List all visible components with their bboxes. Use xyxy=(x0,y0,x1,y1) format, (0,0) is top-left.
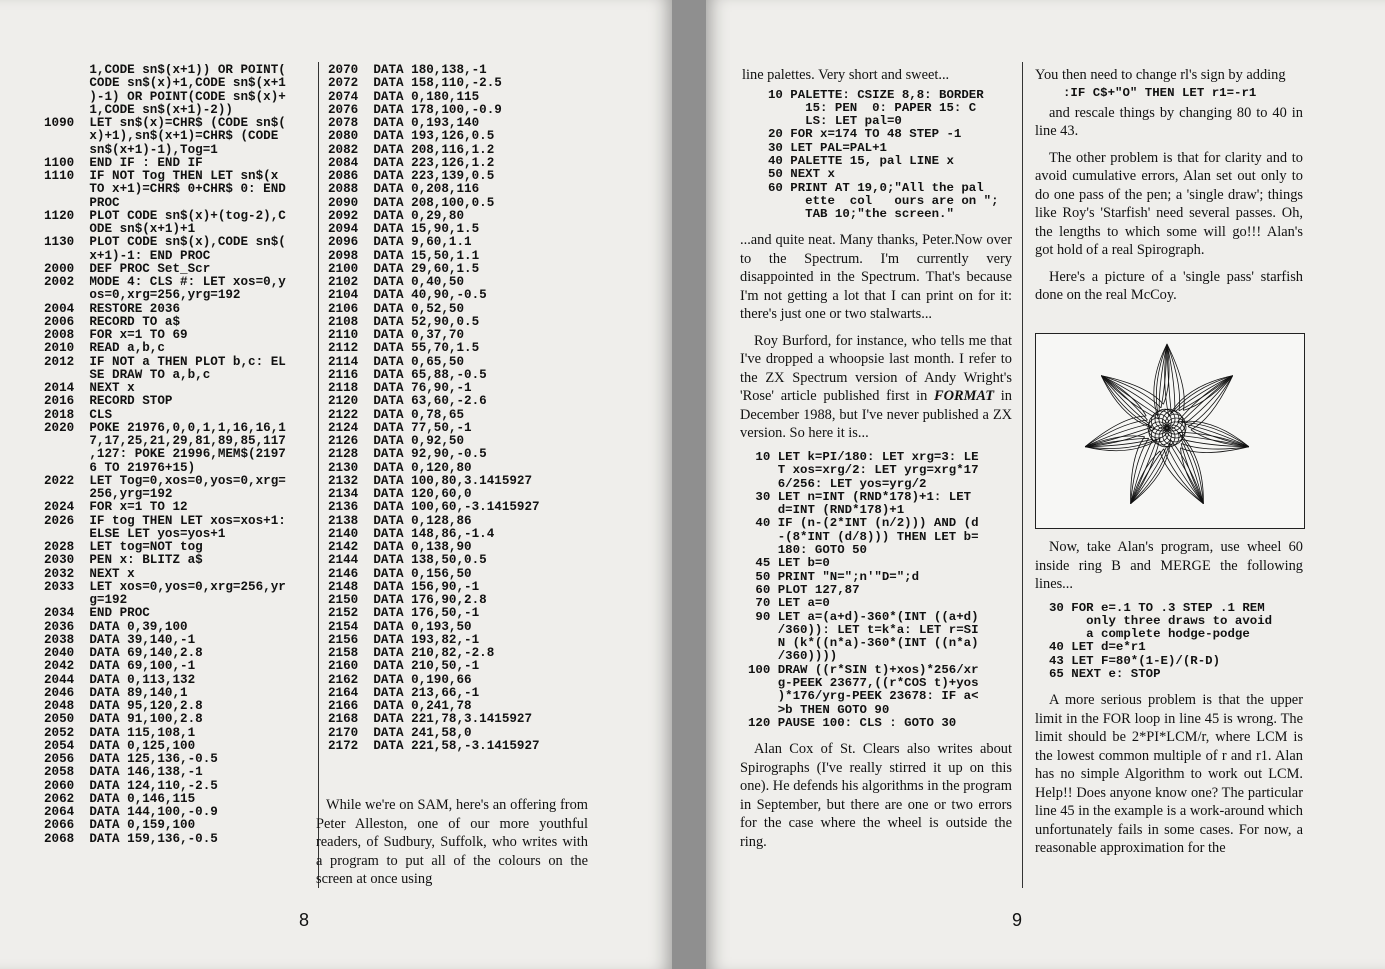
spirograph-starfish-drawing xyxy=(1036,334,1304,528)
page-number-right: 9 xyxy=(1012,910,1023,930)
right-col1 xyxy=(740,66,1012,896)
sign-change-paragraph: You then need to change rl's sign by adding xyxy=(1035,67,1286,83)
palette-intro: line palettes. Very short and sweet... xyxy=(742,67,950,83)
page-number-left: 8 xyxy=(299,910,310,930)
left-column-rule xyxy=(318,62,319,888)
right-column-rule xyxy=(1022,62,1023,888)
right-col2-top xyxy=(1035,66,1303,332)
format-magazine-name: FORMAT xyxy=(934,388,995,405)
sam-palette-listing: 10 PALETTE: CSIZE 8,8: BORDER 15: PEN 0: PAPER 15: C LS: LET pal=0 20 FOR x=174 TO 48 STEP -1 30 LET PAL=PAL+1 40 PALETTE 15, pal LINE x 50 NEXT x 60 PRINT AT 19,0;"All the pal ette col ours are on "; TAB 10;"the screen." xyxy=(768,87,999,222)
left-col2-listing: 2070 DATA 180,138,-1 2072 DATA 158,110,-2.5 2074 DATA 0,180,115 2076 DATA 178,100,-0.9 2078 DATA 0,193,140 2080 DATA 193,126,0.5 2082 DATA 208,116,1.2 2084 DATA 223,126,1.2 2086 DATA 223,139,0.5 2088 DATA 0,208,116 2090 DATA 208,100,0.5 2092 DATA 0,29,80 2094 DATA 15,90,1.5 2096 DATA 9,60,1.1 2098 DATA 15,50,1.1 2100 DATA 29,60,1.5 2102 DATA 0,40,50 2104 DATA 40,90,-0.5 2106 DATA 0,52,50 2108 DATA 52,90,0.5 2110 DATA 0,37,70 2112 DATA 55,70,1.5 2114 DATA 0,65,50 2116 DATA 65,88,-0.5 2118 DATA 76,90,-1 2120 DATA 63,60,-2.6 2122 DATA 0,78,65 2124 DATA 77,50,-1 2126 DATA 0,92,50 2128 DATA 92,90,-0.5 2130 DATA 0,120,80 2132 DATA 100,80,3.1415927 2134 DATA 120,60,0 2136 DATA 100,60,-3.1415927 2138 DATA 0,128,86 2140 DATA 148,86,-1.4 2142 DATA 0,138,90 2144 DATA 138,50,0.5 2146 DATA 0,156,50 2148 DATA 156,90,-1 2150 DATA 176,90,2.8 2152 DATA 176,50,-1 2154 DATA 0,193,50 2156 DATA 193,82,-1 2158 DATA 210,82,-2.8 2160 DATA 210,50,-1 2162 DATA 0,190,66 2164 DATA 213,66,-1 2166 DATA 0,241,78 2168 DATA 221,78,3.1415927 2170 DATA 241,58,0 2172 DATA 221,58,-3.1415927 xyxy=(328,64,540,753)
binding-gutter xyxy=(672,0,706,969)
alan-cox-paragraph: Alan Cox of St. Clears also writes about Spirographs (I've really stirred it up on this one). He defends his algorithms in the program in September, but there are one or two errors for the case where the wheel is outside the ring. xyxy=(740,741,1012,850)
clarity-paragraph: The other problem is that for clarity and to avoid cumulative errors, Alan set out only to do one pass of the pen; a 'single draw'; things like Roy's 'Starfish' need several passes. Oh, the lengths to which some will go!!! Alan's got hold of a real Spirograph. xyxy=(1035,149,1303,259)
spectrum-intro: ...and quite neat. Many thanks, Peter.Now over to the Spectrum. I'm currently very disappointed in the Spectrum. That's because I'm not getting a lot that I can print on for it: there's just one or two stalwarts... xyxy=(740,232,1012,323)
picture-intro: Here's a picture of a 'single pass' starfish done on the real McCoy. xyxy=(1035,268,1303,304)
right-col2-bottom xyxy=(1035,538,1303,898)
roy-burford-paragraph: Roy Burford, for instance, who tells me that I've dropped a whoopsie last month. I refer to the ZX Spectrum version of Andy Wright's 'Rose' article published first in FORMAT in December 1988, but I've never published a ZX version. So here it is... xyxy=(740,332,1012,442)
left-col1-listing: 1,CODE sn$(x+1)) OR POINT( CODE sn$(x)+1,CODE sn$(x+1 )-1) OR POINT(CODE sn$(x)+ 1,CODE sn$(x+1)-2)) 1090 LET sn$(x)=CHR$ (CODE sn$( x)+1),sn$(x+1)=CHR$ (CODE sn$(x+1)-1),Tog=1 1100 END IF : END IF 1110 IF NOT Tog THEN LET sn$(x TO x+1)=CHR$ 0+CHR$ 0: END PROC 1120 PLOT CODE sn$(x)+(tog-2),C ODE sn$(x+1)+1 1130 PLOT CODE sn$(x),CODE sn$( x+1)-1: END PROC 2000 DEF PROC Set_Scr 2002 MODE 4: CLS #: LET xos=0,y os=0,xrg=256,yrg=192 2004 RESTORE 2036 2006 RECORD TO a$ 2008 FOR x=1 TO 69 2010 READ a,b,c 2012 IF NOT a THEN PLOT b,c: EL SE DRAW TO a,b,c 2014 NEXT x 2016 RECORD STOP 2018 CLS 2020 POKE 21976,0,0,1,1,16,16,1 7,17,25,21,29,81,89,85,117 ,127: POKE 21996,MEM$(2197 6 TO 21976+15) 2022 LET Tog=0,xos=0,yos=0,xrg= 256,yrg=192 2024 FOR x=1 TO 12 2026 IF tog THEN LET xos=xos+1: ELSE LET yos=yos+1 2028 LET tog=NOT tog 2030 PEN x: BLITZ a$ 2032 NEXT x 2033 LET xos=0,yos=0,xrg=256,yr g=192 2034 END PROC 2036 DATA 0,39,100 2038 DATA 39,140,-1 2040 DATA 69,140,2.8 2042 DATA 69,100,-1 2044 DATA 0,113,132 2046 DATA 89,140,1 2048 DATA 95,120,2.8 2050 DATA 91,100,2.8 2052 DATA 115,108,1 2054 DATA 0,125,100 2056 DATA 125,136,-0.5 2058 DATA 146,138,-1 2060 DATA 124,110,-2.5 2062 DATA 0,146,115 2064 DATA 144,100,-0.9 2066 DATA 0,159,100 2068 DATA 159,136,-0.5 xyxy=(44,64,286,846)
lcm-paragraph: A more serious problem is that the upper limit in the FOR loop in line 45 is wrong. The limit should be 2*PI*LCM/r, where LCM is the lowest common multiple of r and r1. Alan has no simple Algorithm to work out LCM. Help!! Does anyone know one? The particular line 45 in the example is a work-around which unfortunately fails in some cases. For now, a reasonable approximation for the xyxy=(1035,692,1303,857)
left-col2-text xyxy=(316,796,588,892)
spectrum-rose-listing: 10 LET k=PI/180: LET xrg=3: LE T xos=xrg/2: LET yrg=xrg*17 6/256: LET yos=yrg/2 30 LET n=INT (RND*178)+1: LET d=INT (RND*178)+1 40 IF (n-(2*INT (n/2))) AND (d -(8*INT (d/8))) THEN LET b= 180: GOTO 50 45 LET b=0 50 PRINT "N=";n'"D=";d 60 PLOT 127,87 70 LET a=0 90 LET a=(a+d)-360*(INT ((a+d) /360)): LET t=k*a: LET r=SI N (k*((n*a)-360*(INT ((n*a) /360)))) 100 DRAW ((r*SIN t)+xos)*256/xr g-PEEK 23677,((r*COS t)+yos )*176/yrg-PEEK 23678: IF a< >b THEN GOTO 90 120 PAUSE 100: CLS : GOTO 30 xyxy=(748,449,979,730)
rescale-paragraph: and rescale things by changing 80 to 40 in line 43. xyxy=(1035,104,1303,140)
merge-paragraph: Now, take Alan's program, use wheel 60 inside ring B and MERGE the following lines... xyxy=(1035,539,1303,592)
sign-change-listing: :IF C$+"O" THEN LET r1=-r1 xyxy=(1063,85,1257,100)
merge-listing: 30 FOR e=.1 TO .3 STEP .1 REM only three draws to avoid a complete hodge-podge 40 LET d=e*r1 43 LET F=80*(1-E)/(R-D) 65 NEXT e: STOP xyxy=(1049,600,1273,681)
starfish-figure xyxy=(1035,333,1305,529)
sam-palette-intro: While we're on SAM, here's an offering from Peter Alleston, one of our more youthful readers, of Sudbury, Suffolk, who writes with a program to put all of the colours on the screen at once using xyxy=(316,797,588,887)
